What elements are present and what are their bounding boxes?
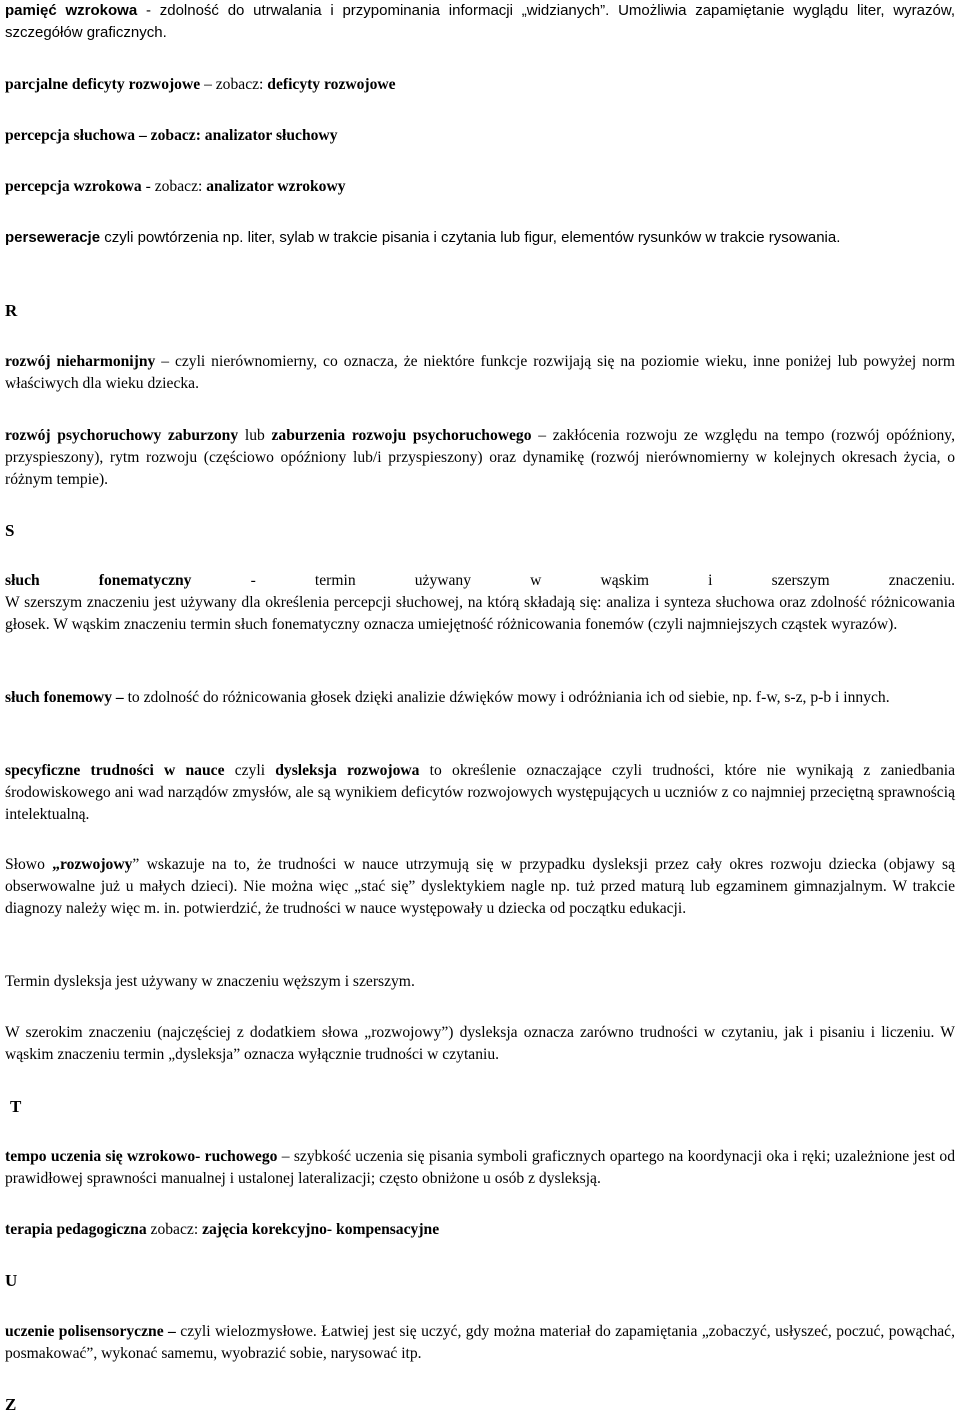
term-text: zajęcia korekcyjno- kompensacyjne (202, 1221, 440, 1238)
entry-sluch-fonematyczny-heading (5, 570, 955, 592)
definition-text: – zobacz: (200, 76, 268, 93)
definition-text: Termin dysleksja jest używany w znaczeniu węższym i szerszym. (5, 973, 415, 990)
definition-text: W szerokim znaczeniu (najczęściej z dodatkiem słowa „rozwojowy”) dysleksja oznacza zarówno trudności w czytaniu, jak i pisaniu i liczeniu. W wąskim znaczeniu termin „dysleksja” oznacza wyłącznie trudności w czytaniu. (5, 1024, 955, 1063)
section-letter-z: Z (5, 1395, 17, 1414)
term-text: specyficzne trudności w nauce (5, 762, 225, 779)
term-text: „rozwojowy (52, 856, 133, 873)
entry-tempo-uczenia (5, 1146, 955, 1190)
term-text: rozwój nieharmonijny (5, 353, 156, 370)
definition-text: to określenie oznaczające czyli trudności, które nie wynikają z zaniedbania środowiskowego ani wad narządów zmysłów, ale są wynikiem deficytów rozwojowych występujących u uczniów z co najmniej przeciętną sprawnością intelektualną. (5, 762, 955, 823)
entry-percepcja-sluchowa (5, 125, 955, 147)
entry-rozwoj-psychoruchowy (5, 425, 955, 491)
term-text: terapia pedagogiczna (5, 1221, 147, 1238)
term-text: słuch fonematyczny (5, 572, 192, 589)
definition-text: - zdolność do utrwalania i przypominania informacji „widzianych”. Umożliwia zapamiętanie wyglądu liter, wyrazów, szczegółów graficznych. (5, 2, 955, 41)
term-text: tempo uczenia się wzrokowo- ruchowego (5, 1148, 278, 1165)
term-text: parcjalne deficyty rozwojowe (5, 76, 201, 93)
definition-text: czyli wielozmysłowe. Łatwiej jest się uczyć, gdy można materiał do zapamiętania „zobaczyć, usłyszeć, poczuć, powąchać, posmakować”, wykonać samemu, wyobrazić sobie, narysować itp. (5, 1323, 955, 1362)
section-letter-r: R (5, 301, 18, 320)
entry-pamiec-wzrokowa (5, 0, 955, 44)
entry-percepcja-wzrokowa (5, 176, 955, 198)
term-text: uczenie polisensoryczne – (5, 1323, 176, 1340)
term-text: percepcja wzrokowa (5, 178, 142, 195)
term-text: dysleksja rozwojowa (275, 762, 420, 779)
entry-szerokie-znaczenie (5, 1022, 955, 1066)
term-text: pamięć wzrokowa (5, 2, 138, 19)
section-letter-u: U (5, 1271, 18, 1290)
entry-slowo-rozwojowy (5, 854, 955, 920)
term-text: perseweracje (5, 229, 101, 246)
definition-text: ” wskazuje na to, że trudności w nauce utrzymują się w przypadku dysleksji przez cały okres rozwoju dziecka (objawy są obserwowalne już u małych dzieci). Nie można więc „stać się” dyslektykiem nagle np. tuż przed maturą lub egzaminem gimnazjalnym. W trakcie diagnozy należy więc m. in. potwierdzić, że trudności w nauce występowały u dziecka od początku edukacji. (5, 856, 956, 917)
definition-text: to zdolność do różnicowania głosek dzięki analizie dźwięków mowy i odróżniania ich od siebie, np. f-w, s-z, p-b i innych. (123, 689, 890, 706)
definition-text: W szerszym znaczeniu jest używany dla określenia percepcji słuchowej, na którą składają się: analiza i synteza słuchowa oraz zdolność różnicowania głosek. W wąskim znaczeniu termin słuch fonematyczny oznacza umiejętność różnicowania fonemów (czyli najmniejszych cząstek wyrazów). (5, 594, 955, 633)
definition-text: - termin używany w wąskim i szerszym znaczeniu. (191, 572, 955, 589)
term-text: deficyty rozwojowe (267, 76, 396, 93)
definition-text: zobacz: (146, 1221, 203, 1238)
entry-sluch-fonemowy (5, 687, 955, 709)
section-letter-t: T (10, 1097, 22, 1116)
term-text: rozwój psychoruchowy zaburzony (5, 427, 239, 444)
entry-rozwoj-nieharmonijny (5, 351, 955, 395)
entry-sluch-fonematyczny-body (5, 592, 955, 636)
term-text: słuch fonemowy – (5, 689, 124, 706)
entry-termin-dysleksja (5, 971, 955, 993)
entry-parcjalne-deficyty (5, 74, 955, 96)
definition-text: – czyli nierównomierny, co oznacza, że niektóre funkcje rozwijają się na poziomie wieku, inne poniżej lub powyżej norm właściwych dla wieku dziecka. (5, 353, 956, 392)
definition-text: czyli powtórzenia np. liter, sylab w trakcie pisania i czytania lub figur, elementów rysunków w trakcie rysowania. (100, 229, 841, 246)
entry-perseweracje (5, 227, 955, 249)
definition-text: czyli (224, 762, 276, 779)
entry-uczenie-polisensoryczne (5, 1321, 955, 1365)
term-text: zaburzenia rozwoju psychoruchowego (271, 427, 532, 444)
section-letter-s: S (5, 521, 15, 540)
definition-text: - zobacz: (141, 178, 207, 195)
term-text: percepcja słuchowa – zobacz: analizator słuchowy (5, 127, 338, 144)
term-text: analizator wzrokowy (206, 178, 346, 195)
entry-specyficzne-trudnosci (5, 760, 955, 826)
definition-text: lub (238, 427, 272, 444)
entry-terapia-pedagogiczna (5, 1219, 955, 1241)
definition-text: – zakłócenia rozwoju ze względu na tempo (rozwój opóźniony, przyspieszony), rytm rozwoju (częściowo opóźniony lub/i przyspieszony) oraz dynamikę (rozwój nierównomierny w kolejnych okresach życia, o różnym tempie). (5, 427, 955, 488)
definition-text: Słowo (5, 856, 53, 873)
definition-text: – szybkość uczenia się pisania symboli graficznych opartego na koordynacji oka i ręki; uzależnione jest od prawidłowej sprawności manualnej i ustalonej lateralizacji; często obniżone u osób z dysleksją. (5, 1148, 956, 1187)
